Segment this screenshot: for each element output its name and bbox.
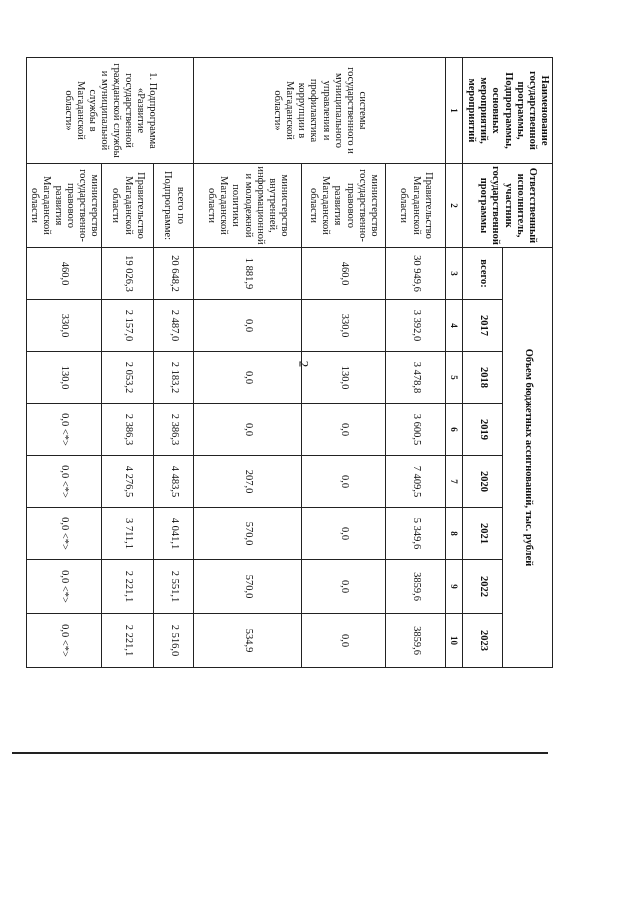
value-cell: 4 483,5 — [154, 456, 194, 508]
subprogram-name-cell: 1. Подпрограмма «Развитие государственной гражданской службы и муниципальной службы в Магаданской области» — [26, 58, 193, 164]
value-cell: 2 516,0 — [154, 614, 194, 668]
page-divider — [12, 752, 548, 754]
executor-cell: министерство государственно-правового развития Магаданской области — [302, 164, 386, 248]
header-year: 2020 — [463, 456, 503, 508]
value-cell: 2 551,1 — [154, 560, 194, 614]
executor-cell: министерство государственно-правового развития Магаданской области — [26, 164, 101, 248]
value-cell: 130,0 — [302, 352, 386, 404]
value-cell: 0,0 <*> — [26, 614, 101, 668]
value-cell: 570,0 — [194, 508, 302, 560]
table-row — [386, 58, 446, 668]
value-cell: 0,0 — [302, 456, 386, 508]
value-cell: 534,9 — [194, 614, 302, 668]
index-cell: 3 — [446, 248, 463, 300]
value-cell: 7 409,5 — [386, 456, 446, 508]
value-cell: 2 157,0 — [102, 300, 154, 352]
value-cell: 3 600,5 — [386, 404, 446, 456]
program-name-cell: системы государственного и муниципального управления и профилактика коррупции в Магаданской области» — [194, 58, 446, 164]
value-cell: 3 392,0 — [386, 300, 446, 352]
value-cell: 330,0 — [26, 300, 101, 352]
value-cell: 460,0 — [26, 248, 101, 300]
rotated-table-wrapper — [28, 57, 553, 667]
value-cell: 4 276,5 — [102, 456, 154, 508]
value-cell: 0,0 — [194, 404, 302, 456]
page-number: 2 — [296, 360, 312, 368]
index-cell: 2 — [446, 164, 463, 248]
value-cell: 0,0 — [302, 560, 386, 614]
value-cell: 0,0 <*> — [26, 560, 101, 614]
header-budget: Объем бюджетных ассигнований, тыс. рублей — [503, 248, 553, 668]
value-cell: 2 221,1 — [102, 614, 154, 668]
value-cell: 0,0 <*> — [26, 456, 101, 508]
value-cell: 3 711,1 — [102, 508, 154, 560]
value-cell: 5 349,6 — [386, 508, 446, 560]
table-row — [154, 58, 194, 668]
value-cell: 19 026,3 — [102, 248, 154, 300]
value-cell: 0,0 — [302, 404, 386, 456]
value-cell: 330,0 — [302, 300, 386, 352]
value-cell: 30 949,6 — [386, 248, 446, 300]
index-row — [446, 58, 463, 668]
value-cell: 2 386,3 — [102, 404, 154, 456]
header-year: 2018 — [463, 352, 503, 404]
header-year: 2022 — [463, 560, 503, 614]
value-cell: 0,0 — [302, 508, 386, 560]
value-cell: 2 053,2 — [102, 352, 154, 404]
value-cell: 2 487,0 — [154, 300, 194, 352]
executor-cell: министерство внутренней, информационной и молодежной политики Магаданской области — [194, 164, 302, 248]
index-cell: 10 — [446, 614, 463, 668]
executor-cell: Правительство Магаданской области — [102, 164, 154, 248]
value-cell: 130,0 — [26, 352, 101, 404]
index-cell: 1 — [446, 58, 463, 164]
header-year: 2019 — [463, 404, 503, 456]
value-cell: 2 386,3 — [154, 404, 194, 456]
executor-cell: всего по Подпрограмме: — [154, 164, 194, 248]
value-cell: 0,0 — [302, 614, 386, 668]
value-cell: 2 183,2 — [154, 352, 194, 404]
value-cell: 20 648,2 — [154, 248, 194, 300]
value-cell: 0,0 <*> — [26, 508, 101, 560]
header-total: всего: — [463, 248, 503, 300]
value-cell: 1 881,9 — [194, 248, 302, 300]
index-cell: 8 — [446, 508, 463, 560]
value-cell: 0,0 — [194, 352, 302, 404]
index-cell: 9 — [446, 560, 463, 614]
header-year: 2021 — [463, 508, 503, 560]
value-cell: 460,0 — [302, 248, 386, 300]
value-cell: 3 478,8 — [386, 352, 446, 404]
value-cell: 3859,6 — [386, 614, 446, 668]
index-cell: 6 — [446, 404, 463, 456]
executor-cell: Правительство Магаданской области — [386, 164, 446, 248]
header-year: 2017 — [463, 300, 503, 352]
budget-table — [26, 57, 553, 668]
header-executor: Ответственный исполнитель, участник государственной программы — [463, 164, 553, 248]
header-name: Наименование государственной программы, Подпрограммы, основных мероприятий, мероприятий — [463, 58, 553, 164]
value-cell: 3859,6 — [386, 560, 446, 614]
header-year: 2023 — [463, 614, 503, 668]
value-cell: 570,0 — [194, 560, 302, 614]
value-cell: 2 221,1 — [102, 560, 154, 614]
index-cell: 4 — [446, 300, 463, 352]
index-cell: 7 — [446, 456, 463, 508]
value-cell: 207,0 — [194, 456, 302, 508]
value-cell: 0,0 <*> — [26, 404, 101, 456]
value-cell: 0,0 — [194, 300, 302, 352]
index-cell: 5 — [446, 352, 463, 404]
value-cell: 4 041,1 — [154, 508, 194, 560]
